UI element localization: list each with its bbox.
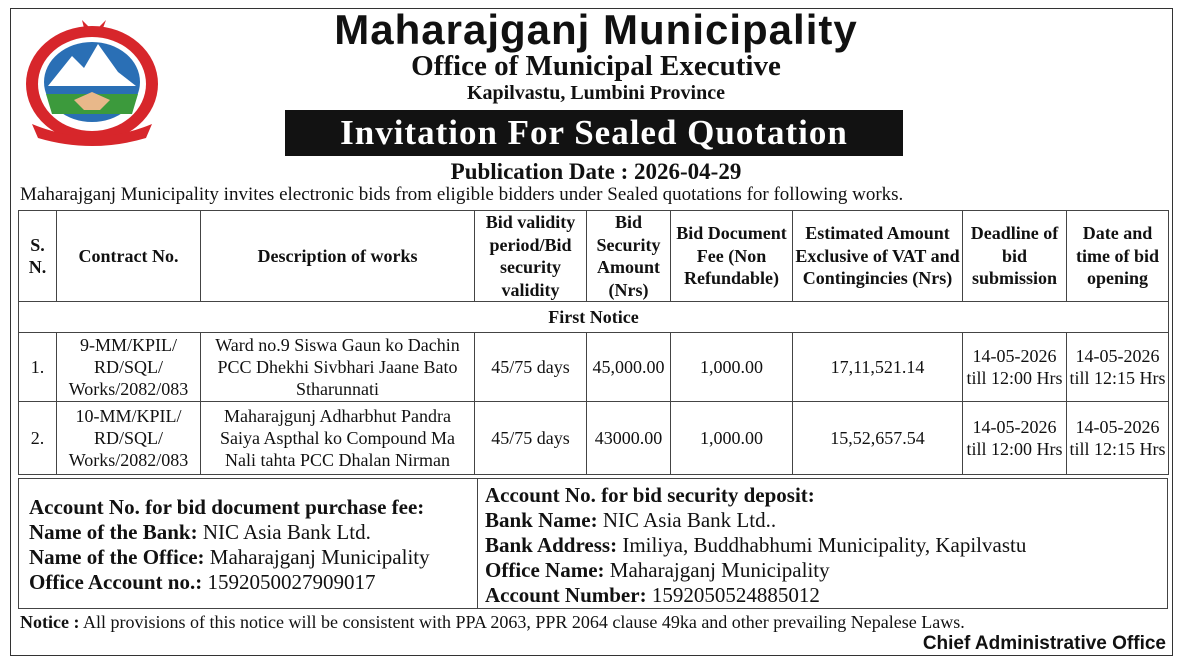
bids-table <box>18 210 1169 475</box>
deposit-office-line: Office Name: Maharajganj Municipality <box>485 558 830 582</box>
cell-opening: 14-05-2026 till 12:15 Hrs <box>1067 402 1169 475</box>
cell-validity: 45/75 days <box>475 333 587 402</box>
intro-text: Maharajganj Municipality invites electronic bids from eligible bidders under Sealed quotations for following works. <box>20 184 904 205</box>
purchase-account-number: Office Account no.: 1592050027909017 <box>29 570 376 594</box>
cell-docfee: 1,000.00 <box>671 402 793 475</box>
purchase-office-line: Name of the Office: Maharajganj Municipality <box>29 545 430 569</box>
section-label: First Notice <box>19 302 1169 333</box>
publication-date: Publication Date : 2026-04-29 <box>450 159 742 184</box>
cell-validity: 45/75 days <box>475 402 587 475</box>
table-row <box>19 333 1169 402</box>
header-sn: S. N. <box>19 211 57 302</box>
cell-sn: 1. <box>19 333 57 402</box>
header-description: Description of works <box>201 211 475 302</box>
deposit-address-line: Bank Address: Imiliya, Buddhabhumi Municipality, Kapilvastu <box>485 533 1027 557</box>
cell-contract: 10-MM/KPIL/ RD/SQL/ Works/2082/083 <box>57 402 201 475</box>
cell-estimate: 15,52,657.54 <box>793 402 963 475</box>
header-validity: Bid validity period/Bid security validity <box>475 211 587 302</box>
section-row <box>19 302 1169 333</box>
header-opening: Date and time of bid opening <box>1067 211 1169 302</box>
security-deposit-account <box>477 479 1167 608</box>
cell-deadline: 14-05-2026 till 12:00 Hrs <box>963 333 1067 402</box>
deposit-account-title: Account No. for bid security deposit: <box>485 483 815 507</box>
legal-notice: Notice : All provisions of this notice will be consistent with PPA 2063, PPR 2064 clause 49ka and other prevailing Nepalese Laws. <box>20 612 965 632</box>
purchase-bank-line: Name of the Bank: NIC Asia Bank Ltd. <box>29 520 371 544</box>
cell-security: 43000.00 <box>587 402 671 475</box>
header-security: Bid Security Amount (Nrs) <box>587 211 671 302</box>
cell-description: Ward no.9 Siswa Gaun ko Dachin PCC Dhekhi Sivbhari Jaane Bato Stharunnati <box>201 333 475 402</box>
header-deadline: Deadline of bid submission <box>963 211 1067 302</box>
header-contract: Contract No. <box>57 211 201 302</box>
cell-sn: 2. <box>19 402 57 475</box>
cell-opening: 14-05-2026 till 12:15 Hrs <box>1067 333 1169 402</box>
location-line: Kapilvastu, Lumbini Province <box>466 82 725 104</box>
deposit-bank-line: Bank Name: NIC Asia Bank Ltd.. <box>485 508 777 532</box>
header-estimate: Estimated Amount Exclusive of VAT and Contingincies (Nrs) <box>793 211 963 302</box>
cell-estimate: 17,11,521.14 <box>793 333 963 402</box>
office-title: Office of Municipal Executive <box>411 50 781 82</box>
notice-banner: Invitation For Sealed Quotation <box>285 110 903 156</box>
accounts-box <box>18 478 1168 609</box>
header-docfee: Bid Document Fee (Non Refundable) <box>671 211 793 302</box>
cell-docfee: 1,000.00 <box>671 333 793 402</box>
table-header-row <box>19 211 1169 302</box>
purchase-fee-account <box>19 479 478 608</box>
deposit-account-number: Account Number: 1592050524885012 <box>485 583 820 607</box>
signoff: Chief Administrative Office <box>922 633 1166 654</box>
cell-contract: 9-MM/KPIL/ RD/SQL/ Works/2082/083 <box>57 333 201 402</box>
table-row <box>19 402 1169 475</box>
cell-security: 45,000.00 <box>587 333 671 402</box>
cell-deadline: 14-05-2026 till 12:00 Hrs <box>963 402 1067 475</box>
cell-description: Maharajgunj Adharbhut Pandra Saiya Aspthal ko Compound Ma Nali tahta PCC Dhalan Nirman <box>201 402 475 475</box>
purchase-account-title: Account No. for bid document purchase fee: <box>29 495 425 519</box>
municipality-title: Maharajganj Municipality <box>334 6 858 53</box>
